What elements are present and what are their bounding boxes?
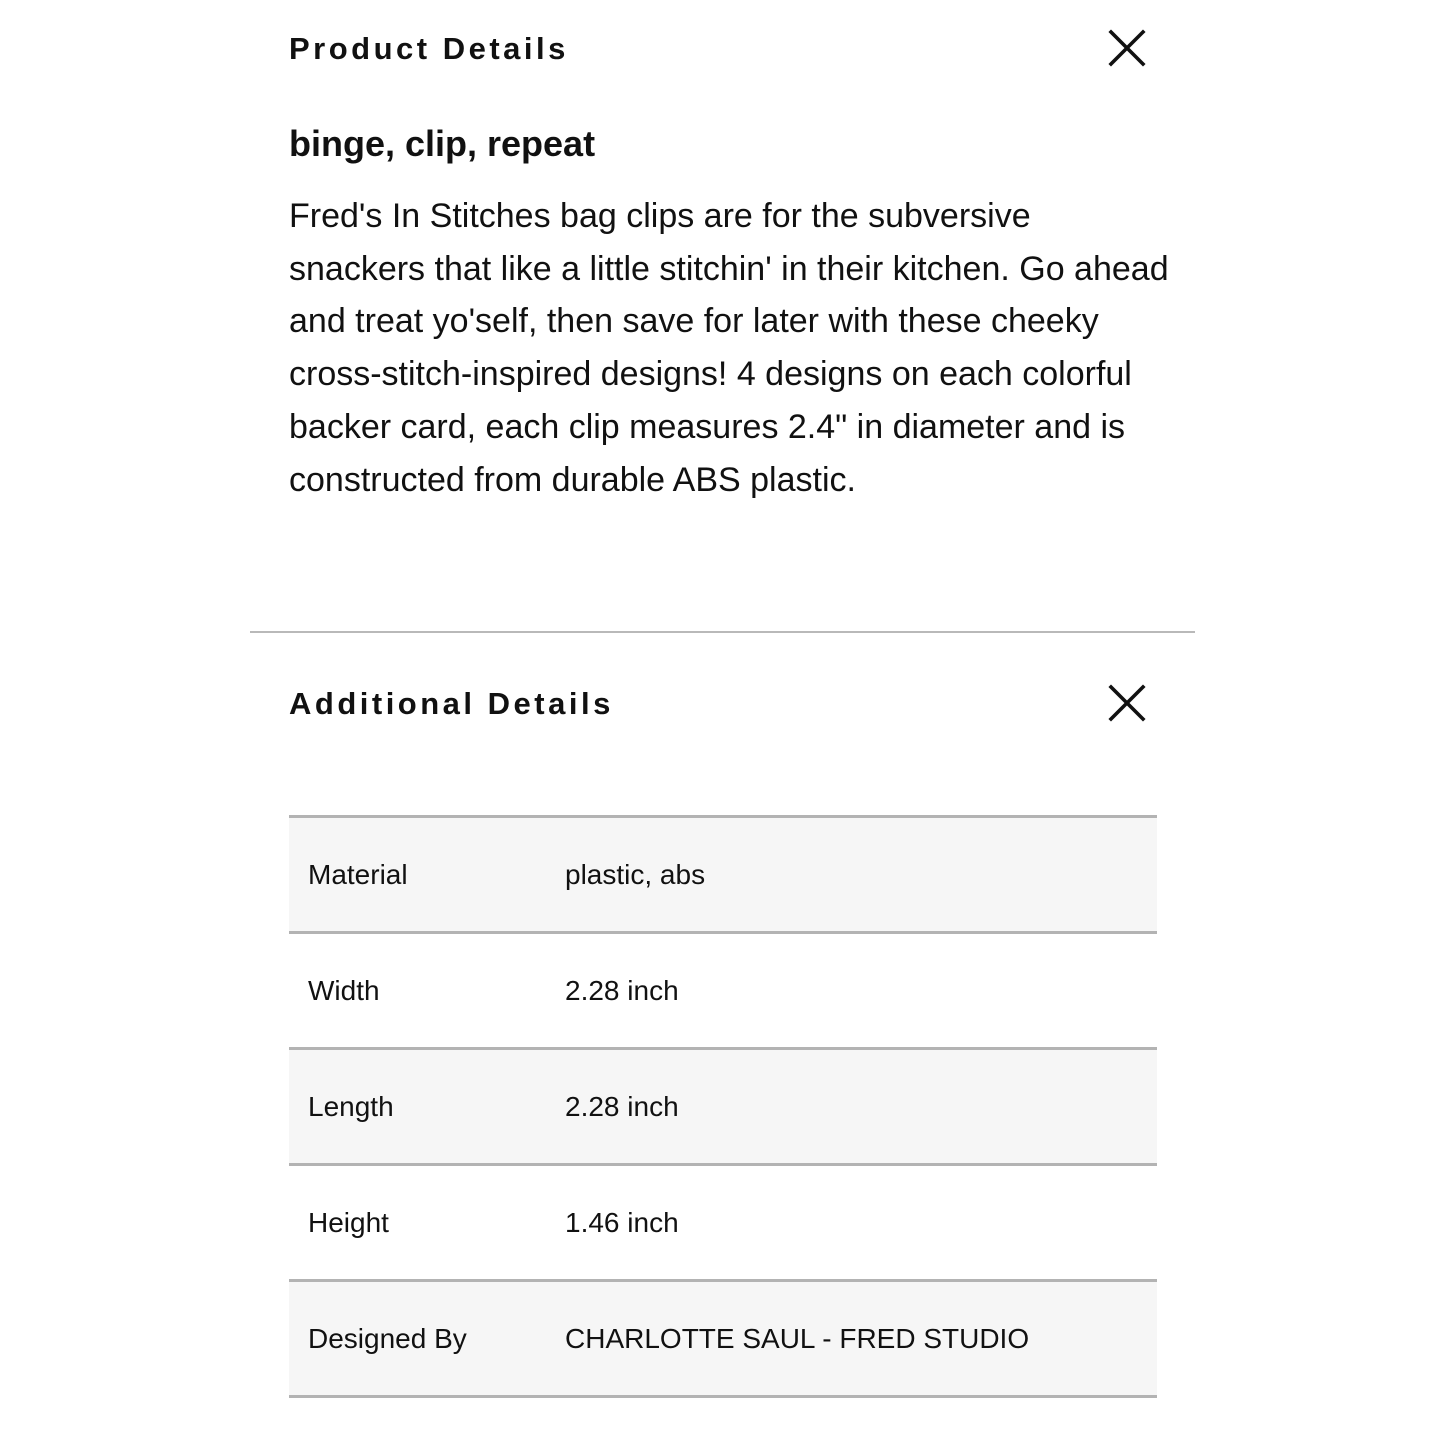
close-icon: [1106, 27, 1148, 69]
additional-details-close-button[interactable]: [1106, 682, 1148, 724]
additional-details-header[interactable]: [250, 655, 1195, 751]
row-label: Width: [289, 933, 565, 1049]
product-heading: binge, clip, repeat: [289, 123, 596, 164]
product-details-title[interactable]: Product Details: [289, 31, 569, 66]
row-value: plastic, abs: [565, 817, 1157, 933]
row-label: Material: [289, 817, 565, 933]
table-row: [289, 1281, 1157, 1397]
row-value: 2.28 inch: [565, 933, 1157, 1049]
table-row: [289, 1049, 1157, 1165]
row-label: Designed By: [289, 1281, 565, 1397]
row-label: Length: [289, 1049, 565, 1165]
section-divider: [250, 631, 1195, 633]
product-details-close-button[interactable]: [1106, 27, 1148, 69]
table-row: [289, 933, 1157, 1049]
additional-details-title[interactable]: Additional Details: [289, 686, 614, 721]
row-value: 2.28 inch: [565, 1049, 1157, 1165]
product-details-header[interactable]: [250, 0, 1195, 96]
close-icon: [1106, 682, 1148, 724]
table-row: [289, 1165, 1157, 1281]
additional-details-table: [289, 815, 1157, 1398]
row-value: 1.46 inch: [565, 1165, 1157, 1281]
table-row: [289, 817, 1157, 933]
product-description: Fred's In Stitches bag clips are for the subversive snackers that like a little stitchin' in their kitchen. Go ahead and treat yo'self, then save for later with these cheeky cross-stitch-inspired designs! 4 designs on each colorful backer card, each clip measures 2.4" in diameter and is constructed from durable ABS plastic.: [289, 197, 1169, 499]
row-label: Height: [289, 1165, 565, 1281]
details-panel: [250, 0, 1195, 721]
row-value: CHARLOTTE SAUL - FRED STUDIO: [565, 1281, 1157, 1397]
